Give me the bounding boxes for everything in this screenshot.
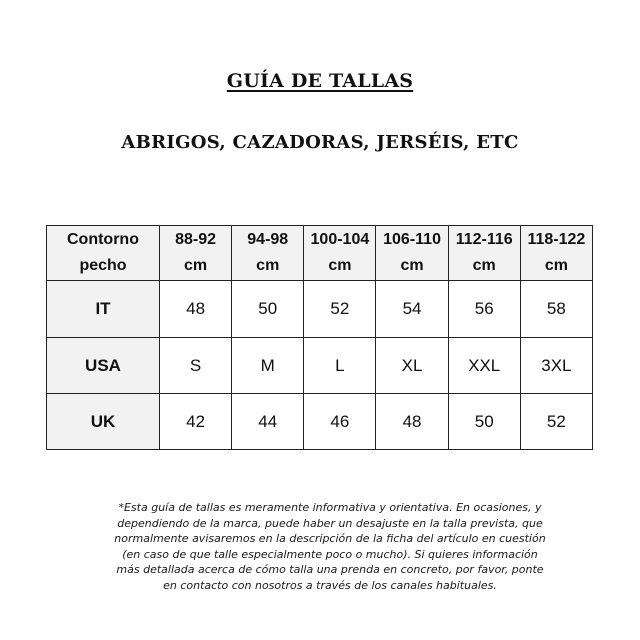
header-range: 106-110 [383, 231, 441, 248]
header-label-cell [47, 226, 160, 281]
header-unit: cm [400, 257, 424, 274]
header-unit: cm [544, 257, 568, 274]
table-cell: M [232, 338, 304, 394]
table-cell: 54 [376, 281, 448, 338]
table-cell: 48 [376, 394, 448, 450]
header-range: 100-104 [310, 231, 370, 248]
table-row-usa [47, 338, 593, 394]
table-cell: L [304, 338, 376, 394]
footnote: *Esta guía de tallas es meramente informativa y orientativa. En ocasiones, y dependiendo de la marca, puede haber un desajuste en la talla prevista, que normalmente avisaremos en la descripción de la ficha del artículo en cuestión (en caso de que talle especialmente poco o mucho). Si quieres información más detallada acerca de cómo talla una prenda en concreto, por favor, ponte en contacto con nosotros a través de los canales habituales. [114, 501, 546, 592]
table-header-row [47, 226, 593, 281]
table-cell: 50 [448, 394, 520, 450]
header-cell [376, 226, 448, 281]
table-cell: 58 [520, 281, 592, 338]
table-cell: 50 [232, 281, 304, 338]
page-title-text: GUÍA DE TALLAS [226, 70, 414, 92]
table-cell: XXL [448, 338, 520, 394]
table-cell: S [160, 338, 232, 394]
table-cell: 56 [448, 281, 520, 338]
header-range: 118-122 [527, 231, 586, 248]
header-label-line-2: pecho [79, 257, 127, 274]
header-range: 112-116 [455, 231, 513, 248]
header-cell [448, 226, 520, 281]
header-unit: cm [472, 257, 496, 274]
header-cell [232, 226, 304, 281]
header-cell [304, 226, 376, 281]
table-row-uk [47, 394, 593, 450]
page-subtitle: ABRIGOS, CAZADORAS, JERSÉIS, ETC [121, 132, 519, 153]
header-cell [160, 226, 232, 281]
row-label-usa: USA [47, 338, 160, 394]
size-table [46, 225, 593, 450]
header-unit: cm [328, 257, 352, 274]
table-cell: 48 [160, 281, 232, 338]
table-cell: 52 [520, 394, 592, 450]
table-row-it [47, 281, 593, 338]
table-cell: 52 [304, 281, 376, 338]
header-label-line-1: Contorno [67, 231, 139, 248]
header-range: 94-98 [247, 231, 289, 248]
table-cell: 42 [160, 394, 232, 450]
header-cell [520, 226, 592, 281]
page-title [0, 70, 640, 92]
header-unit: cm [256, 257, 280, 274]
table-cell: XL [376, 338, 448, 394]
table-cell: 46 [304, 394, 376, 450]
header-range: 88-92 [175, 231, 217, 248]
row-label-uk: UK [47, 394, 160, 450]
table-cell: 44 [232, 394, 304, 450]
row-label-it: IT [47, 281, 160, 338]
table-cell: 3XL [520, 338, 592, 394]
header-unit: cm [184, 257, 208, 274]
